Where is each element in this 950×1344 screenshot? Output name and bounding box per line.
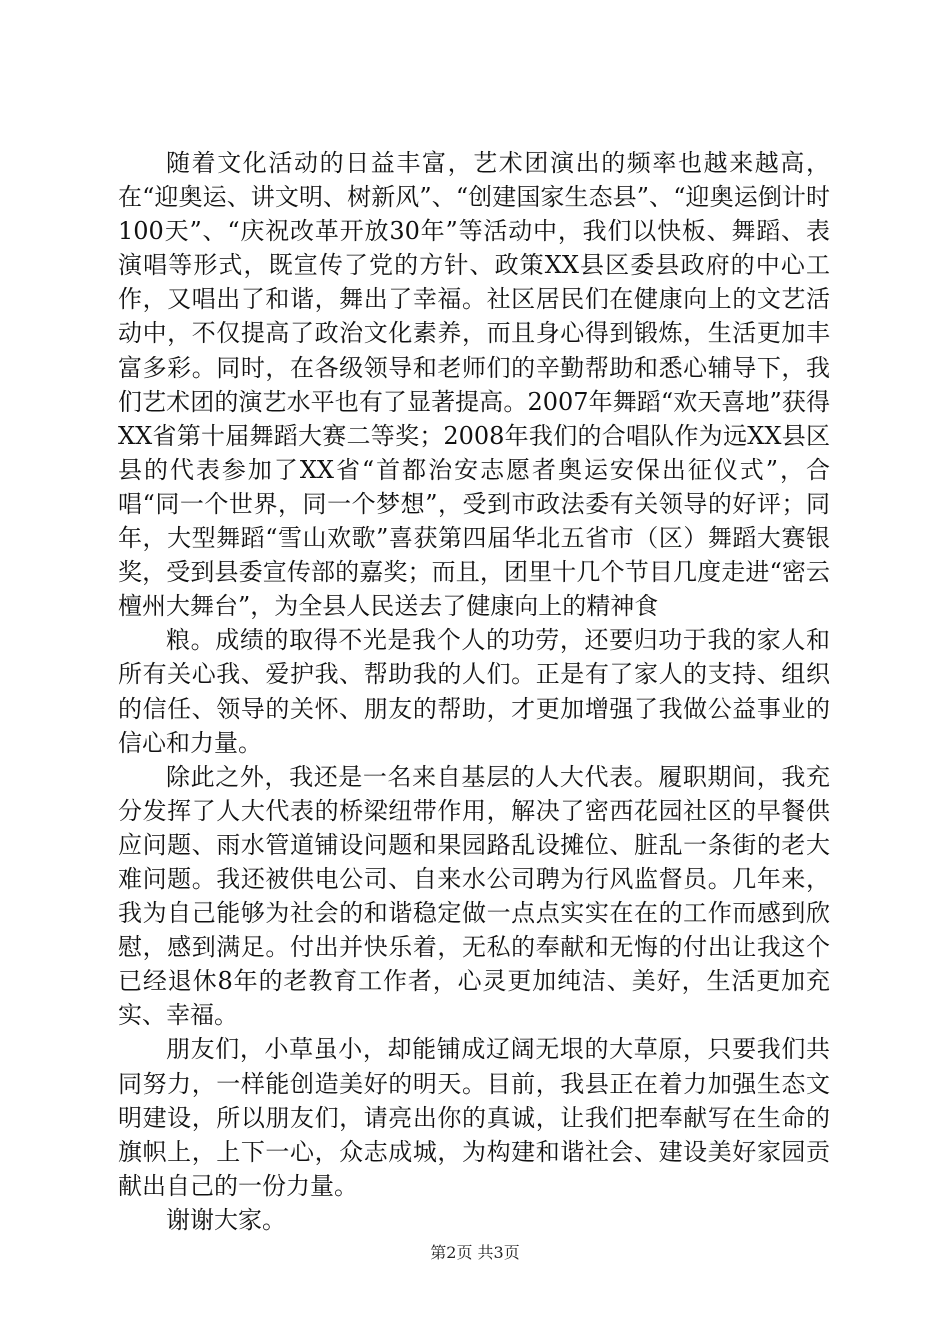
paragraph-achievements: 粮。成绩的取得不光是我个人的功劳，还要归功于我的家人和所有关心我、爱护我、帮助我的人们。正是有了家人的支持、组织的信任、领导的关怀、朋友的帮助，才更加增强了我做公益事业的信心和力量。 xyxy=(118,626,830,757)
document-body xyxy=(118,146,830,1237)
paragraph-arts-troupe: 随着文化活动的日益丰富，艺术团演出的频率也越来越高，在“迎奥运、讲文明、树新风”、“创建国家生态县”、“迎奥运倒计时100天”、“庆祝改革开放30年”等活动中，我们以快板、舞蹈、表演唱等形式，既宣传了党的方针、政策XX县区委县政府的中心工作，又唱出了和谐，舞出了幸福。社区居民们在健康向上的文艺活动中，不仅提高了政治文化素养，而且身心得到锻炼，生活更加丰富多彩。同时，在各级领导和老师们的辛勤帮助和悉心辅导下，我们艺术团的演艺水平也有了显著提高。2007年舞蹈“欢天喜地”获得XX省第十届舞蹈大赛二等奖；2008年我们的合唱队作为远XX县区县的代表参加了XX省“首都治安志愿者奥运安保出征仪式”，合唱“同一个世界，同一个梦想”，受到市政法委有关领导的好评；同年，大型舞蹈“雪山欢歌”喜获第四届华北五省市（区）舞蹈大赛银奖，受到县委宣传部的嘉奖；而且，团里十几个节目几度走进“密云檀州大舞台”，为全县人民送去了健康向上的精神食 xyxy=(118,149,830,621)
paragraph-deputy-duties: 除此之外，我还是一名来自基层的人大代表。履职期间，我充分发挥了人大代表的桥梁纽带作用，解决了密西花园社区的早餐供应问题、雨水管道铺设问题和果园路乱设摊位、脏乱一条街的老大难问题。我还被供电公司、自来水公司聘为行风监督员。几年来，我为自己能够为社会的和谐稳定做一点点实实在在的工作而感到欣慰，感到满足。付出并快乐着，无私的奉献和无悔的付出让我这个已经退休8年的老教育工作者，心灵更加纯洁、美好，生活更加充实、幸福。 xyxy=(118,762,830,1030)
paragraph-call-to-action: 朋友们，小草虽小，却能铺成辽阔无垠的大草原，只要我们共同努力，一样能创造美好的明天。目前，我县正在着力加强生态文明建设，所以朋友们，请亮出你的真诚，让我们把奉献写在生命的旗帜上，上下一心，众志成城，为构建和谐社会、建设美好家园贡献出自己的一份力量。 xyxy=(118,1035,830,1200)
page-number-footer: 第2页 共3页 xyxy=(430,1243,520,1262)
paragraph-thanks: 谢谢大家。 xyxy=(166,1205,286,1234)
